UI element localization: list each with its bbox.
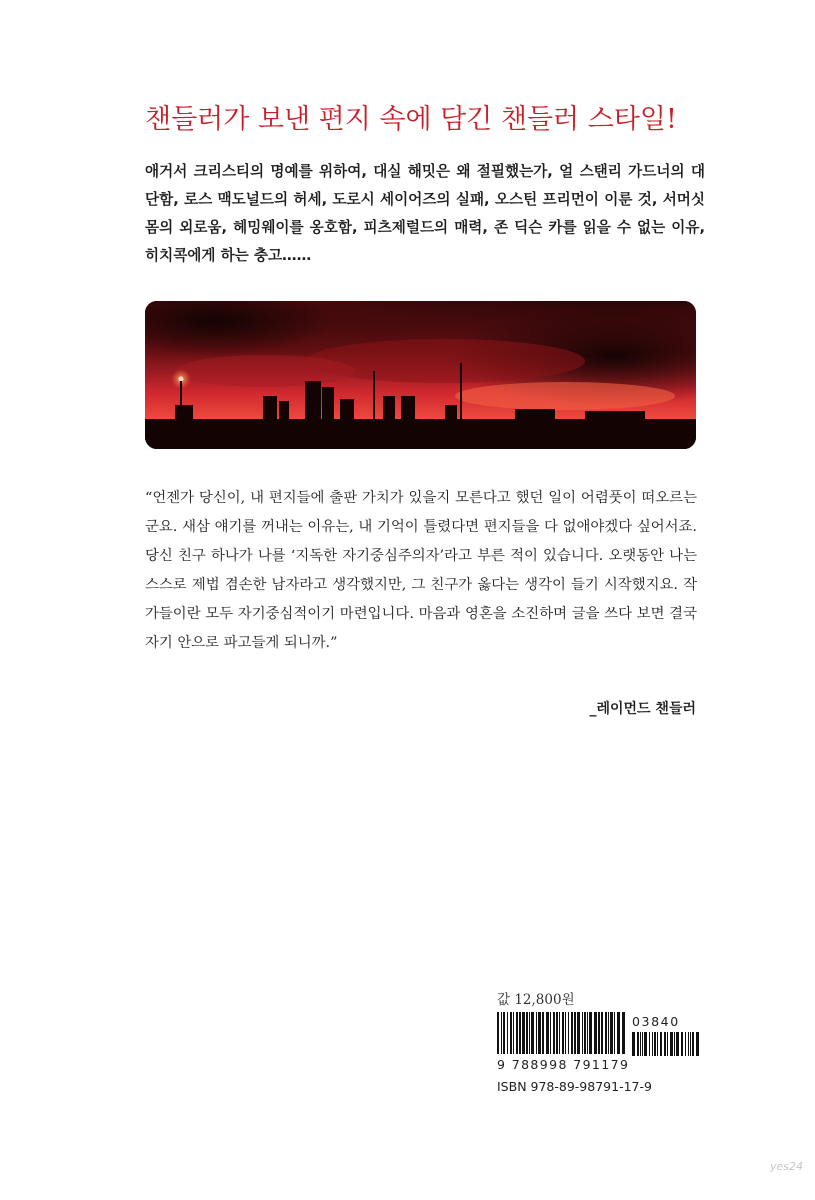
- barcode-addon-bar: [688, 1032, 689, 1056]
- barcode-bar: [536, 1012, 537, 1054]
- barcode-bar: [519, 1012, 521, 1054]
- barcode-addon-bar: [640, 1032, 641, 1056]
- summary-text: 애거서 크리스티의 명예를 위하여, 대실 해밋은 왜 절필했는가, 얼 스탠리 가드너의 대단함, 로스 맥도널드의 허세, 도로시 세이어즈의 실패, 오스틴 프리먼이 이룬 것, 서머싯 몸의 외로움, 헤밍웨이를 옹호함, 피츠제럴드의 매력, 존 딕슨 카를 읽을 수 없는 이유, 히치콕에게 하는 충고……: [145, 163, 705, 264]
- barcode-addon-bar: [674, 1032, 675, 1056]
- barcode-addon-bar: [676, 1032, 679, 1056]
- barcode-bar: [594, 1012, 597, 1054]
- barcode-bar: [503, 1012, 505, 1054]
- price: 값 12,800원: [497, 992, 575, 1008]
- city-skyline-photo: [145, 301, 696, 449]
- barcode-bar: [556, 1012, 558, 1054]
- isbn-number: ISBN 978-89-98791-17-9: [497, 1079, 652, 1094]
- barcode-bar: [589, 1012, 592, 1054]
- barcode-bar: [574, 1012, 576, 1054]
- barcode-bar: [562, 1012, 564, 1054]
- barcode-addon-bar: [685, 1032, 686, 1056]
- barcode-bar: [605, 1012, 607, 1054]
- barcode-bar: [529, 1012, 530, 1054]
- barcode-bar: [610, 1012, 613, 1054]
- quote-text: “언젠가 당신이, 내 편지들에 출판 가치가 있을지 모른다고 했던 일이 어렴풋이 떠오르는군요. 새삼 얘기를 꺼내는 이유는, 내 기억이 틀렸다면 편지들을 다 없애야겠다 싶어서죠. 당신 친구 하나가 나를 ‘지독한 자기중심주의자’라고 부른 적이 있습니다. 오랫동안 나는 스스로 제법 겸손한 남자라고 생각했지만, 그 친구가 옳다는 생각이 들기 시작했지요. 작가들이란 모두 자기중심적이기 마련입니다. 마음과 영혼을 소진하며 글을 쓰다 보면 결국 자기 안으로 파고들게 되니까.”: [145, 490, 697, 651]
- watermark: yes24: [770, 1160, 804, 1173]
- barcode-addon-bar: [670, 1032, 673, 1056]
- barcode-addon-bar: [681, 1032, 683, 1056]
- sunset-skyline-image: [145, 301, 696, 449]
- barcode-addon-bar: [652, 1032, 653, 1056]
- barcode-bar: [608, 1012, 609, 1054]
- barcode-addon-bar: [696, 1032, 699, 1056]
- barcode-bar: [546, 1012, 549, 1054]
- barcode-bar: [522, 1012, 525, 1054]
- barcode-bar: [553, 1012, 555, 1054]
- barcode-bar: [559, 1012, 560, 1054]
- barcode-bar: [601, 1012, 603, 1054]
- barcode-bar: [542, 1012, 544, 1054]
- barcode-bar: [587, 1012, 588, 1054]
- barcode-addon-bar: [692, 1032, 694, 1056]
- barcode-bar: [617, 1012, 620, 1054]
- barcode-addon-bar: [654, 1032, 656, 1056]
- barcode-addon-bar: [667, 1032, 668, 1056]
- barcode-bar: [614, 1012, 615, 1054]
- barcode-bar: [513, 1012, 514, 1054]
- barcode-addon-bar: [657, 1032, 658, 1056]
- barcode-bar: [598, 1012, 600, 1054]
- barcode-addon-bar: [632, 1032, 635, 1056]
- barcode-bar: [577, 1012, 580, 1054]
- barcode-addon-digits: 03840: [632, 1014, 680, 1029]
- barcode-bar: [501, 1012, 502, 1054]
- barcode-bar: [550, 1012, 551, 1054]
- barcode-addon-bar: [649, 1032, 650, 1056]
- barcode-bar: [497, 1012, 499, 1054]
- headline: 챈들러가 보낸 편지 속에 담긴 챈들러 스타일!: [145, 104, 677, 135]
- barcode-addon-bar: [690, 1032, 691, 1056]
- barcode-bar: [582, 1012, 583, 1054]
- barcode-bar: [538, 1012, 541, 1054]
- barcode-bar: [565, 1012, 566, 1054]
- barcode-bar: [526, 1012, 528, 1054]
- barcode-bar: [531, 1012, 534, 1054]
- barcode-addon-bar: [642, 1032, 643, 1056]
- barcode-bar: [622, 1012, 625, 1054]
- barcode-bar: [516, 1012, 518, 1054]
- barcode-addon-bar: [664, 1032, 666, 1056]
- barcode-bar: [584, 1012, 586, 1054]
- barcode-addon-bar: [637, 1032, 639, 1056]
- barcode-bar: [568, 1012, 569, 1054]
- quote-attribution: _레이먼드 챈들러: [589, 701, 696, 717]
- barcode-bar: [507, 1012, 508, 1054]
- barcode-bar: [571, 1012, 573, 1054]
- barcode-addon-bar: [644, 1032, 647, 1056]
- barcode-addon-bar: [660, 1032, 662, 1056]
- barcode-ean-digits: 9 788998 791179: [497, 1057, 630, 1072]
- barcode-bar: [510, 1012, 512, 1054]
